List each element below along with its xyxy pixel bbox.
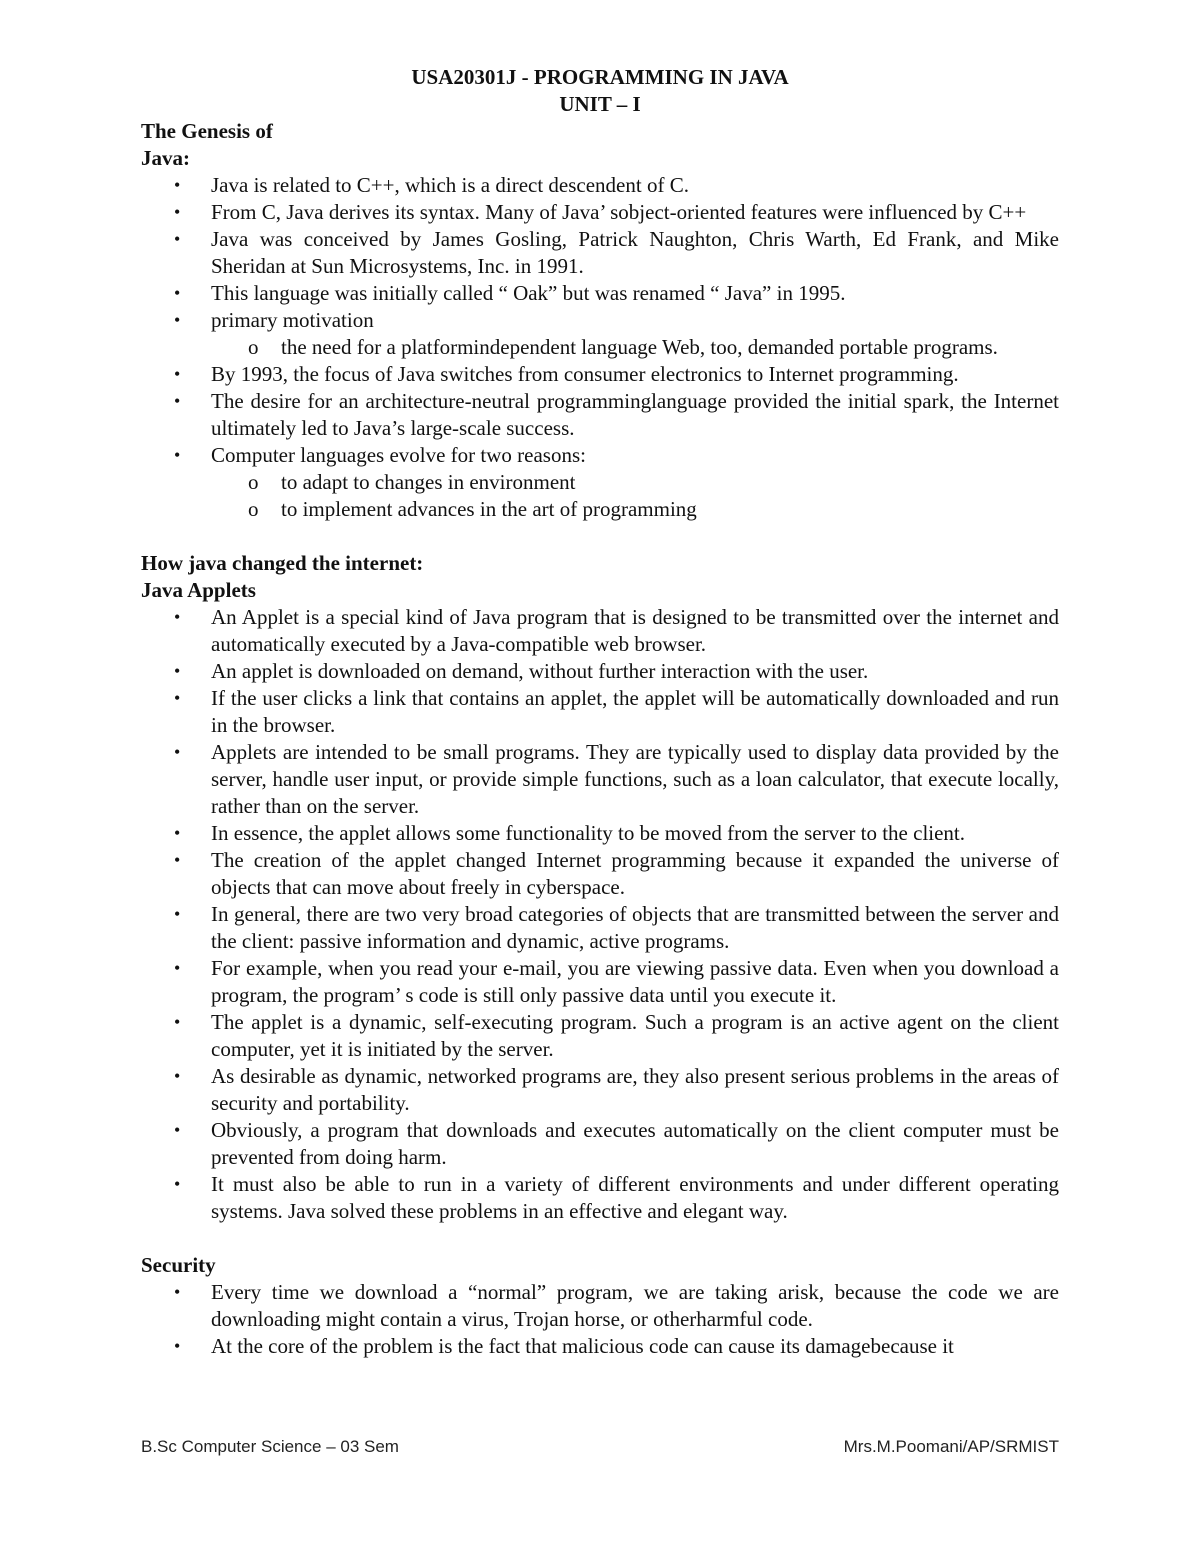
section-heading-genesis [141,118,1059,172]
bullet-icon: • [174,1174,181,1194]
list-item: • For example, when you read your e-mail, you are viewing passive data. Even when you download a program, the program’ s code is still only passive data until you execute it. [174,956,1059,1007]
list-item: • As desirable as dynamic, networked programs are, they also present serious problems in the areas of security and portability. [174,1064,1059,1115]
list-item: • Every time we download a “normal” program, we are taking arisk, because the code we are downloading might contain a virus, Trojan horse, or otherharmful code. [174,1280,1059,1331]
bullet-icon: • [174,661,181,681]
bullet-icon: • [174,202,181,222]
list-item: • From C, Java derives its syntax. Many of Java’ sobject-oriented features were influenced by C++ [174,200,1027,224]
sub-bullet-icon: o [248,497,259,521]
sub-list-item: o to implement advances in the art of programming [248,497,697,521]
motivation-sublist [211,334,1059,361]
bullet-icon: • [174,391,181,411]
bullet-icon: • [174,742,181,762]
spacer [141,523,1059,550]
bullet-icon: • [174,364,181,384]
list-item: • Applets are intended to be small programs. They are typically used to display data provided by the server, handle user input, or provide simple functions, such as a loan calculator, that execute locally, rather than on the server. [174,740,1059,818]
genesis-list [141,172,1059,523]
document-body [141,118,1059,1360]
reasons-sublist [211,469,1059,523]
list-item: • primary motivation o the need for a platformindependent language Web, too, demanded portable programs. [141,307,1059,361]
bullet-icon: • [174,823,181,843]
bullet-icon: • [174,1012,181,1032]
list-item: • Java was conceived by James Gosling, Patrick Naughton, Chris Warth, Ed Frank, and Mike Sheridan at Sun Microsystems, Inc. in 1991. [174,227,1059,278]
bullet-icon: • [174,958,181,978]
unit-title: UNIT – I [559,92,641,116]
list-item: • An Applet is a special kind of Java program that is designed to be transmitted over the internet and automatically executed by a Java-compatible web browser. [174,605,1059,656]
subheading-java-applets: Java Applets [141,578,256,602]
bullet-icon: • [174,1120,181,1140]
bullet-icon: • [174,904,181,924]
section-heading-internet: How java changed the internet: [141,551,424,575]
genesis-heading-line2: Java: [141,146,190,170]
list-item: • The applet is a dynamic, self-executing program. Such a program is an active agent on the client computer, yet it is initiated by the server. [174,1010,1059,1061]
sub-list-item: o the need for a platformindependent language Web, too, demanded portable programs. [248,335,998,359]
list-item: • In essence, the applet allows some functionality to be moved from the server to the client. [174,821,966,845]
bullet-icon: • [174,607,181,627]
bullet-icon: • [174,175,181,195]
footer-course: B.Sc Computer Science – 03 Sem [141,1437,399,1456]
applets-list [141,604,1059,1225]
bullet-icon: • [174,229,181,249]
sub-bullet-icon: o [248,335,259,359]
bullet-icon: • [174,688,181,708]
bullet-icon: • [174,445,181,465]
genesis-heading-line1: The Genesis of [141,119,273,143]
bullet-icon: • [174,283,181,303]
course-title: USA20301J - PROGRAMMING IN JAVA [411,65,789,89]
bullet-icon: • [174,1282,181,1302]
section-heading-security: Security [141,1253,216,1277]
list-item: • In general, there are two very broad categories of objects that are transmitted between the server and the client: passive information and dynamic, active programs. [174,902,1059,953]
sub-list-item: o to adapt to changes in environment [248,470,576,494]
spacer [141,1225,1059,1252]
list-item: • The desire for an architecture-neutral programminglanguage provided the initial spark, the Internet ultimately led to Java’s large-scale success. [174,389,1059,440]
bullet-icon: • [174,310,181,330]
bullet-icon: • [174,1336,181,1356]
list-item: • It must also be able to run in a variety of different environments and under different operating systems. Java solved these problems in an effective and elegant way. [174,1172,1059,1223]
list-item: • The creation of the applet changed Internet programming because it expanded the universe of objects that can move about freely in cyberspace. [174,848,1059,899]
list-item: • At the core of the problem is the fact that malicious code can cause its damagebecause it [174,1334,954,1358]
footer-author: Mrs.M.Poomani/AP/SRMIST [843,1437,1059,1456]
list-item: • Obviously, a program that downloads and executes automatically on the client computer must be prevented from doing harm. [174,1118,1059,1169]
list-item: • An applet is downloaded on demand, without further interaction with the user. [174,659,869,683]
security-list [141,1279,1059,1360]
sub-bullet-icon: o [248,470,259,494]
bullet-icon: • [174,1066,181,1086]
bullet-icon: • [174,850,181,870]
list-item: • Computer languages evolve for two reasons: o to adapt to changes in environment o to implement advances in the art of programming [141,442,1059,523]
list-item: • This language was initially called “ Oak” but was renamed “ Java” in 1995. [174,281,846,305]
list-item: • By 1993, the focus of Java switches from consumer electronics to Internet programming. [174,362,959,386]
list-item: • If the user clicks a link that contains an applet, the applet will be automatically downloaded and run in the browser. [174,686,1059,737]
list-item: • Java is related to C++, which is a direct descendent of C. [174,173,689,197]
